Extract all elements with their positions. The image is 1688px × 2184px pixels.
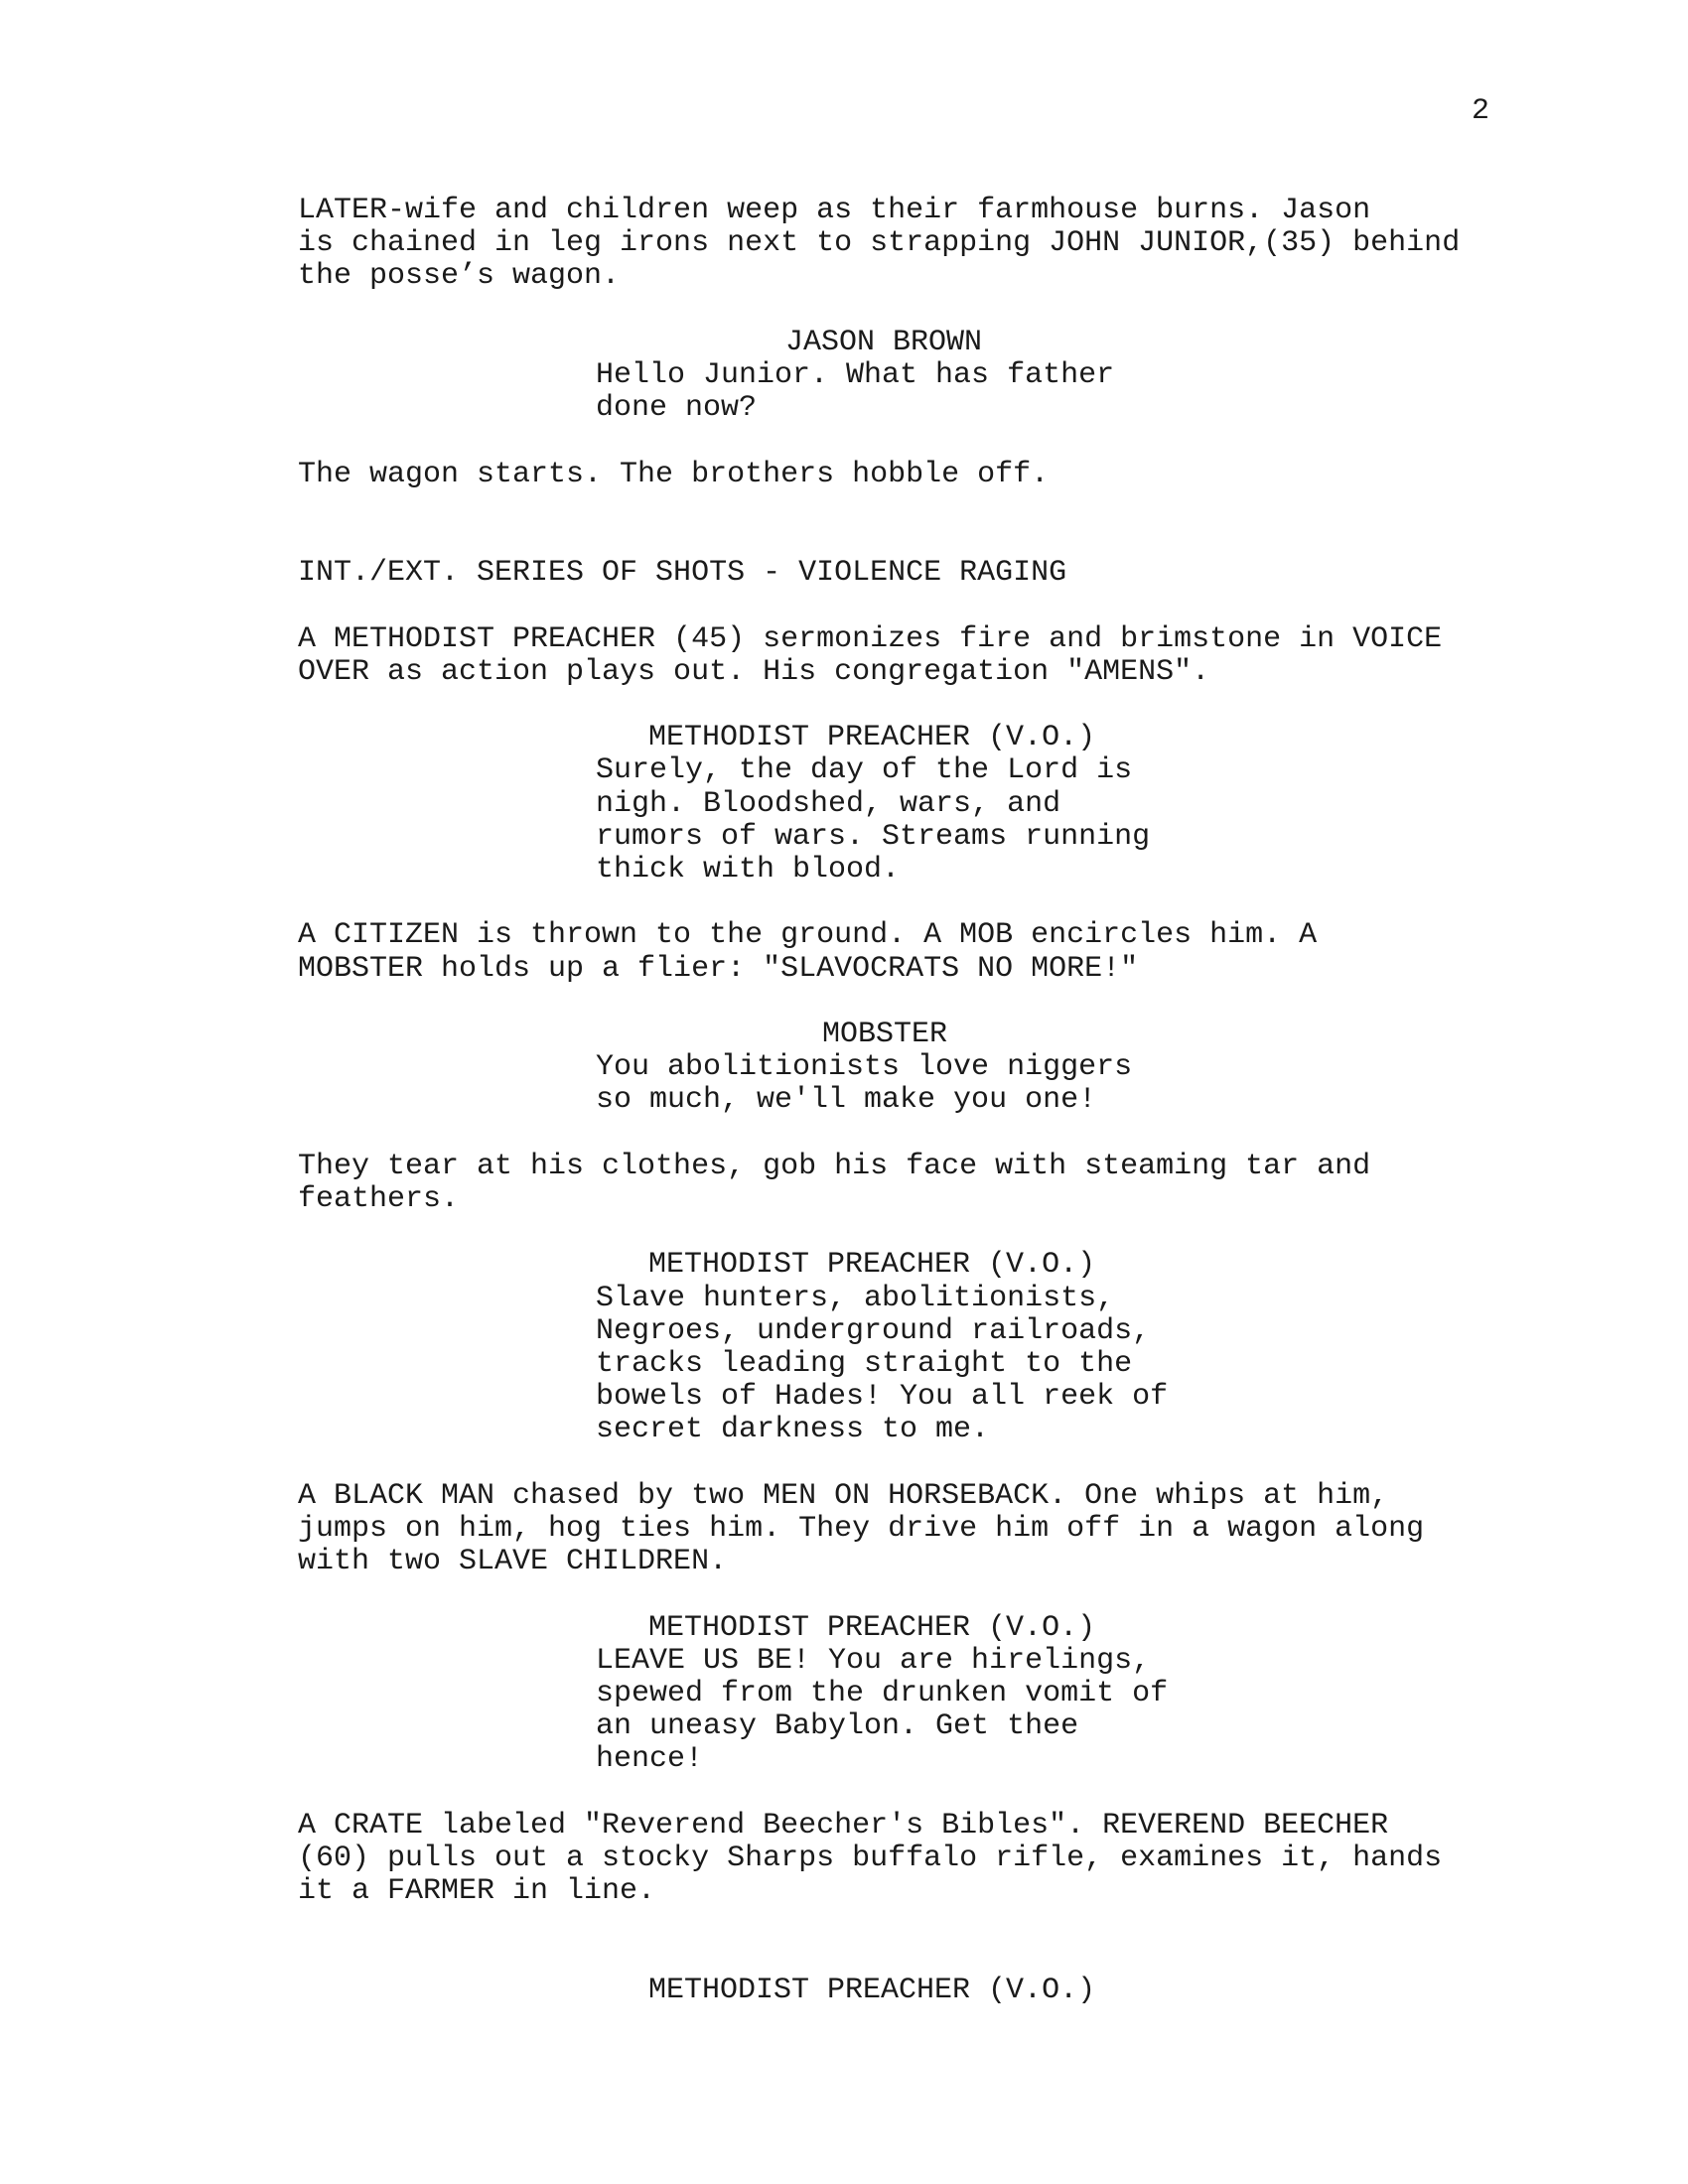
character-cue: METHODIST PREACHER (V.O.)	[648, 721, 1096, 755]
dialogue-block	[298, 327, 1494, 426]
character-cue: JASON BROWN	[785, 325, 983, 359]
dialogue-text: Slave hunters, abolitionists, Negroes, underground railroads, tracks leading straight to the bowels of Hades! You all reek of secret darkness to me.	[596, 1281, 1169, 1447]
character-cue: METHODIST PREACHER (V.O.)	[648, 1610, 1096, 1645]
dialogue-text: Surely, the day of the Lord is nigh. Bloodshed, wars, and rumors of wars. Streams running thick with blood.	[596, 753, 1151, 887]
scene-heading: INT./EXT. SERIES OF SHOTS - VIOLENCE RAGING	[298, 556, 1067, 591]
character-cue: METHODIST PREACHER (V.O.)	[648, 1248, 1096, 1283]
dialogue-block	[298, 1612, 1494, 1777]
screenplay-body	[298, 195, 1494, 2007]
dialogue-block	[298, 722, 1494, 887]
action-line: A CRATE labeled "Reverend Beecher's Bibles". REVEREND BEECHER (60) pulls out a stocky Sharps buffalo rifle, examines it, hands it a FARMER in line.	[298, 1808, 1443, 1909]
action-line: The wagon starts. The brothers hobble off.	[298, 457, 1050, 491]
dialogue-text: You abolitionists love niggers so much, we'll make you one!	[596, 1050, 1133, 1118]
action-line: LATER-wife and children weep as their farmhouse burns. Jason is chained in leg irons next to strapping JOHN JUNIOR,(35) behind the posse’s wagon.	[298, 194, 1461, 294]
action-line: A CITIZEN is thrown to the ground. A MOB encircles him. A MOBSTER holds up a flier: "SLAVOCRATS NO MORE!"	[298, 918, 1318, 986]
dialogue-text: Hello Junior. What has father done now?	[596, 358, 1115, 426]
character-cue: METHODIST PREACHER (V.O.)	[648, 1973, 1096, 2007]
action-line: They tear at his clothes, gob his face with steaming tar and feathers.	[298, 1149, 1371, 1216]
dialogue-text: LEAVE US BE! You are hirelings, spewed from the drunken vomit of an uneasy Babylon. Get thee hence!	[596, 1643, 1169, 1777]
character-cue: MOBSTER	[822, 1017, 948, 1051]
action-line: A METHODIST PREACHER (45) sermonizes fire and brimstone in VOICE OVER as action plays out. His congregation "AMENS".	[298, 621, 1443, 689]
action-line: A BLACK MAN chased by two MEN ON HORSEBACK. One whips at him, jumps on him, hog ties him. They drive him off in a wagon along with two SLAVE CHILDREN.	[298, 1478, 1425, 1579]
page-number: 2	[1471, 94, 1489, 128]
dialogue-block	[298, 1249, 1494, 1446]
dialogue-block	[298, 1019, 1494, 1118]
